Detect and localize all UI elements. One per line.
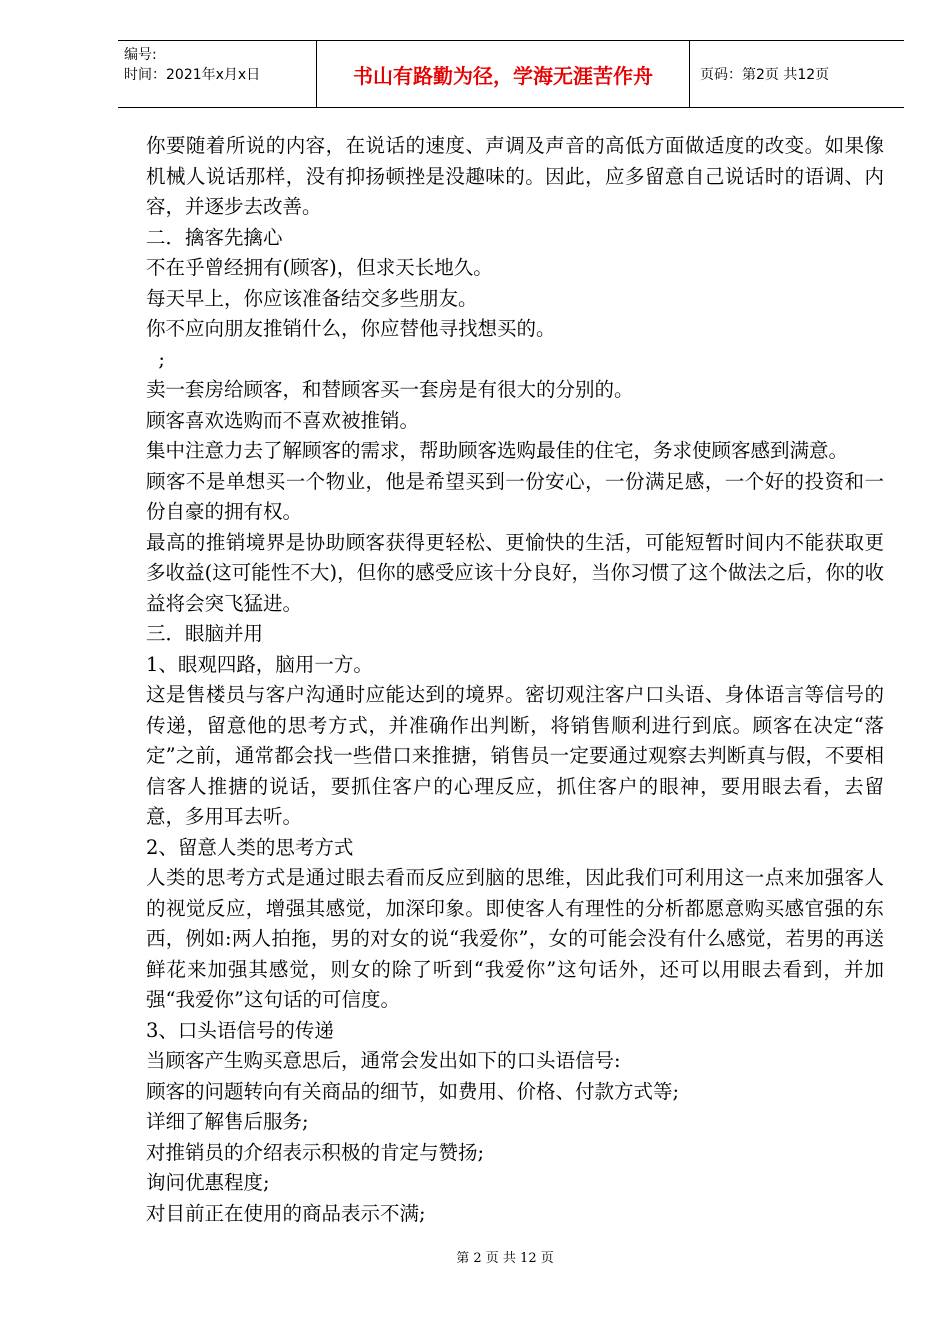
paragraph: 不在乎曾经拥有(顾客)，但求天长地久。 — [146, 256, 493, 279]
paragraph: 你要随着所说的内容，在说话的速度、声调及声音的高低方面做适度的改变。如果像机械人说话那样，没有抑扬顿挫是没趣味的。因此，应多留意自己说话时的语调、内容，并逐步去改善。 — [146, 134, 884, 218]
paragraph: 人类的思考方式是通过眼去看而反应到脑的思维，因此我们可利用这一点来加强客人的视觉反应，增强其感觉，加深印象。即使客人有理性的分析都愿意购买感官强的东西，例如:两人拍拖，男的对女的说“我爱你”，女的可能会没有什么感觉，若男的再送鲜花来加强其感觉，则女的除了听到“我爱你”这句话外，还可以用眼去看到，并加强“我爱你”这句话的可信度。 — [146, 866, 884, 1011]
paragraph: ; — [146, 347, 165, 371]
time-label: 时间：2021年x月x日 — [124, 67, 261, 83]
list-item: 对目前正在使用的商品表示不满; — [146, 1201, 426, 1225]
page-footer: 第 2 页 共 12 页 — [456, 1251, 554, 1266]
section-heading: 二．擒客先擒心 — [146, 225, 283, 249]
list-item: 详细了解售后服务; — [146, 1110, 309, 1133]
list-item: 询问优惠程度; — [146, 1171, 270, 1194]
header-motto: 书山有路勤为径，学海无涯苦作舟 — [316, 41, 690, 107]
paragraph: 卖一套房给顾客，和替顾客买一套房是有很大的分别的。 — [146, 378, 634, 401]
paragraph: 最高的推销境界是协助顾客获得更轻松、更愉快的生活，可能短暂时间内不能获取更多收益(这可能性不大)，但你的感受应该十分良好，当你习惯了这个做法之后，你的收益将会突飞猛进。 — [146, 530, 884, 615]
document-body — [146, 131, 884, 1229]
paragraph: 集中注意力去了解顾客的需求，帮助顾客选购最佳的住宅，务求使顾客感到满意。 — [146, 439, 849, 462]
paragraph: 这是售楼员与客户沟通时应能达到的境界。密切观注客户口头语、身体语言等信号的传递，留意他的思考方式，并准确作出判断，将销售顺利进行到底。顾客在决定“落定”之前，通常都会找一些借口来推搪，销售员一定要通过观察去判断真与假，不要相信客人推搪的说话，要抓住客户的心理反应，抓住客户的眼神，要用眼去看，去留意，多用耳去听。 — [146, 683, 884, 828]
header-page-number: 页码：第2页 共12页 — [700, 67, 830, 83]
list-item: 对推销员的介绍表示积极的肯定与赞扬; — [146, 1140, 485, 1164]
list-item: 顾客的问题转向有关商品的细节，如费用、价格、付款方式等; — [146, 1079, 680, 1103]
paragraph: 当顾客产生购买意思后，通常会发出如下的口头语信号: — [146, 1049, 621, 1072]
paragraph: 每天早上，你应该准备结交多些朋友。 — [146, 286, 478, 310]
header-meta — [118, 41, 316, 107]
paragraph: 顾客不是单想买一个物业，他是希望买到一份安心，一份满足感，一个好的投资和一份自豪的拥有权。 — [146, 469, 884, 523]
page-header — [118, 40, 904, 108]
paragraph: 顾客喜欢选购而不喜欢被推销。 — [146, 408, 420, 432]
number-label: 编号: — [124, 47, 157, 63]
subsection-heading: 2、留意人类的思考方式 — [146, 835, 354, 859]
section-heading: 三．眼脑并用 — [146, 622, 264, 645]
paragraph: 你不应向朋友推销什么，你应替他寻找想买的。 — [146, 317, 556, 340]
subsection-heading: 1、眼观四路，脑用一方。 — [146, 652, 373, 676]
subsection-heading: 3、口头语信号的传递 — [146, 1018, 334, 1042]
